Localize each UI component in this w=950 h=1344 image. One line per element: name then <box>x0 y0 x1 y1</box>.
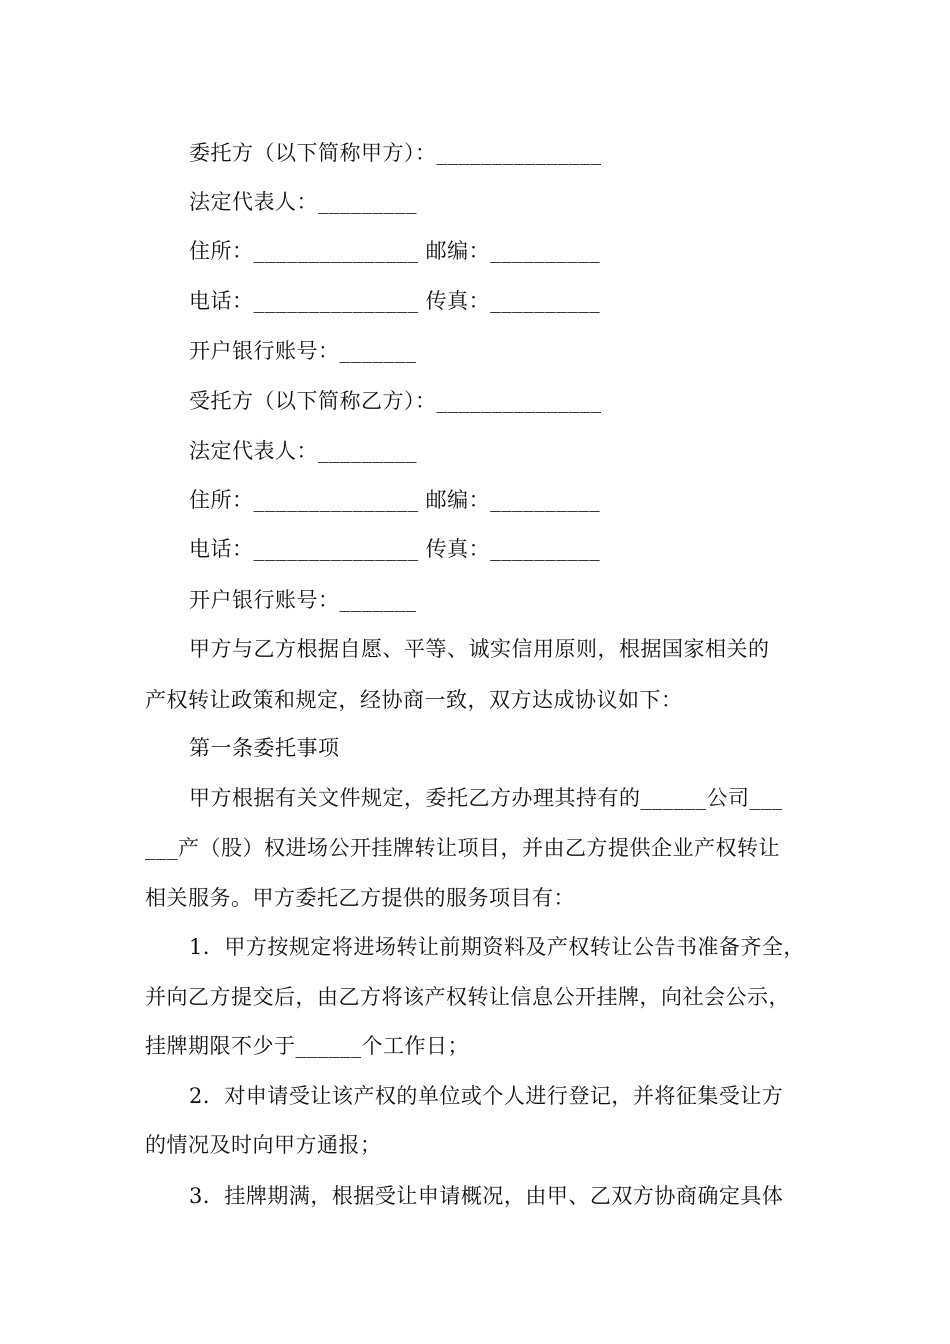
item-1-line-1: 1．甲方按规定将进场转让前期资料及产权转让公告书准备齐全， <box>189 935 805 959</box>
principal-legal-rep-line: 法定代表人：_________ <box>189 190 417 214</box>
trustee-bank-line: 开户银行账号：_______ <box>189 588 417 612</box>
article-1-line-2: ___产（股）权进场公开挂牌转让项目，并由乙方提供企业产权转让 <box>145 836 780 860</box>
preamble-line-1: 甲方与乙方根据自愿、平等、诚实信用原则，根据国家相关的 <box>189 637 770 661</box>
item-1-line-3: 挂牌期限不少于______个工作日； <box>145 1034 469 1058</box>
trustee-legal-rep-line: 法定代表人：_________ <box>189 439 417 463</box>
article-1-heading: 第一条委托事项 <box>189 736 340 760</box>
article-1-line-1: 甲方根据有关文件规定，委托乙方办理其持有的______公司___ <box>189 786 783 810</box>
item-2-line-1: 2．对申请受让该产权的单位或个人进行登记，并将征集受让方 <box>189 1084 784 1108</box>
principal-party-line: 委托方（以下简称甲方）：_______________ <box>189 141 602 165</box>
item-3-line-1: 3．挂牌期满，根据受让申请概况，由甲、乙双方协商确定具体 <box>189 1184 784 1208</box>
item-2-line-2: 的情况及时向甲方通报； <box>145 1133 382 1157</box>
preamble-line-2: 产权转让政策和规定，经协商一致，双方达成协议如下： <box>145 688 683 712</box>
trustee-address-line: 住所：_______________ 邮编：__________ <box>189 488 601 512</box>
principal-address-line: 住所：_______________ 邮编：__________ <box>189 239 601 263</box>
article-1-line-3: 相关服务。甲方委托乙方提供的服务项目有： <box>145 886 575 910</box>
trustee-phone-line: 电话：_______________ 传真：__________ <box>189 537 601 561</box>
principal-bank-line: 开户银行账号：_______ <box>189 339 417 363</box>
trustee-party-line: 受托方（以下简称乙方）：_______________ <box>189 389 602 413</box>
item-1-line-2: 并向乙方提交后，由乙方将该产权转让信息公开挂牌，向社会公示， <box>145 985 790 1009</box>
principal-phone-line: 电话：_______________ 传真：__________ <box>189 289 601 313</box>
